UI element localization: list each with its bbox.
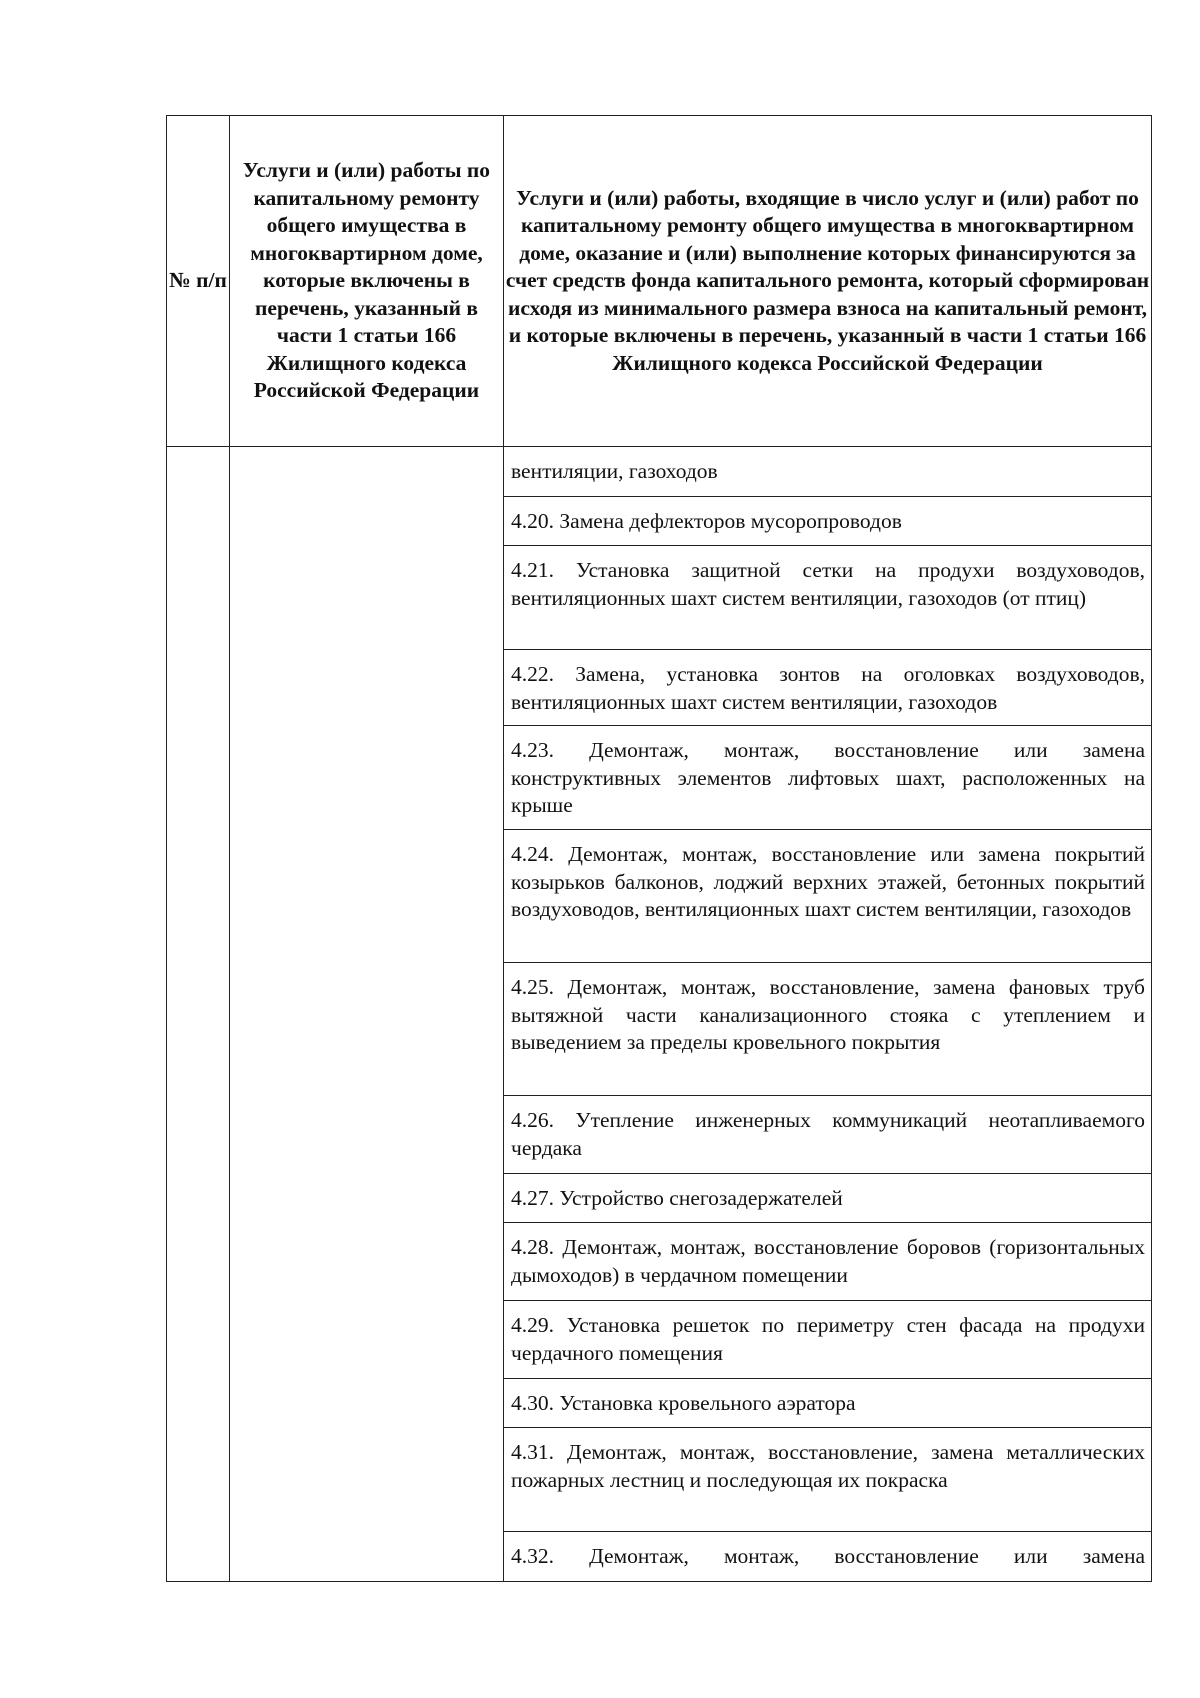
services-cell	[230, 447, 504, 1582]
list-item: 4.20. Замена дефлекторов мусоропроводов	[504, 496, 1151, 545]
list-item: 4.27. Устройство снегозадержателей	[504, 1173, 1151, 1222]
list-item: 4.24. Демонтаж, монтаж, восстановление или замена покрытий козырьков балконов, лоджий верхних этажей, бетонных покрытий воздуховодов, вентиляционных шахт систем вентиляции, газоходов	[504, 829, 1151, 962]
number-cell	[167, 447, 230, 1582]
list-item: 4.22. Замена, установка зонтов на оголовках воздуховодов, вентиляционных шахт систем вентиляции, газоходов	[504, 649, 1151, 725]
list-item: 4.28. Демонтаж, монтаж, восстановление боровов (горизонтальных дымоходов) в чердачном помещении	[504, 1222, 1151, 1300]
table-body-row	[167, 447, 1152, 1582]
list-item: 4.26. Утепление инженерных коммуникаций неотапливаемого чердака	[504, 1095, 1151, 1173]
header-details: Услуги и (или) работы, входящие в число услуг и (или) работ по капитальному ремонту общего имущества в многоквартирном доме, оказание и (или) выполнение которых финансируются за счет средств фонда капитального ремонта, который сформирован исходя из минимального размера взноса на капитальный ремонт, и которые включены в перечень, указанный в части 1 статьи 166 Жилищного кодекса Российской Федерации	[504, 116, 1152, 447]
header-number: № п/п	[167, 116, 230, 447]
list-item: 4.31. Демонтаж, монтаж, восстановление, замена металлических пожарных лестниц и последующая их покраска	[504, 1427, 1151, 1531]
list-item: 4.30. Установка кровельного аэратора	[504, 1378, 1151, 1427]
list-item: вентиляции, газоходов	[511, 459, 718, 483]
list-item: 4.32. Демонтаж, монтаж, восстановление или замена	[504, 1531, 1151, 1581]
list-item: 4.29. Установка решеток по периметру стен фасада на продухи чердачного помещения	[504, 1300, 1151, 1378]
list-item: 4.21. Установка защитной сетки на продухи воздуховодов, вентиляционных шахт систем вентиляции, газоходов (от птиц)	[504, 545, 1151, 649]
table-header-row	[167, 116, 1152, 447]
details-list	[504, 447, 1151, 1581]
details-cell	[504, 447, 1152, 1582]
list-item: 4.25. Демонтаж, монтаж, восстановление, замена фановых труб вытяжной части канализационного стояка с утеплением и выведением за пределы кровельного покрытия	[504, 962, 1151, 1095]
capital-repair-table	[166, 115, 1152, 1582]
header-services: Услуги и (или) работы по капитальному ремонту общего имущества в многоквартирном доме, которые включены в перечень, указанный в части 1 статьи 166 Жилищного кодекса Российской Федерации	[230, 116, 504, 447]
list-item: 4.23. Демонтаж, монтаж, восстановление или замена конструктивных элементов лифтовых шахт, расположенных на крыше	[504, 725, 1151, 829]
